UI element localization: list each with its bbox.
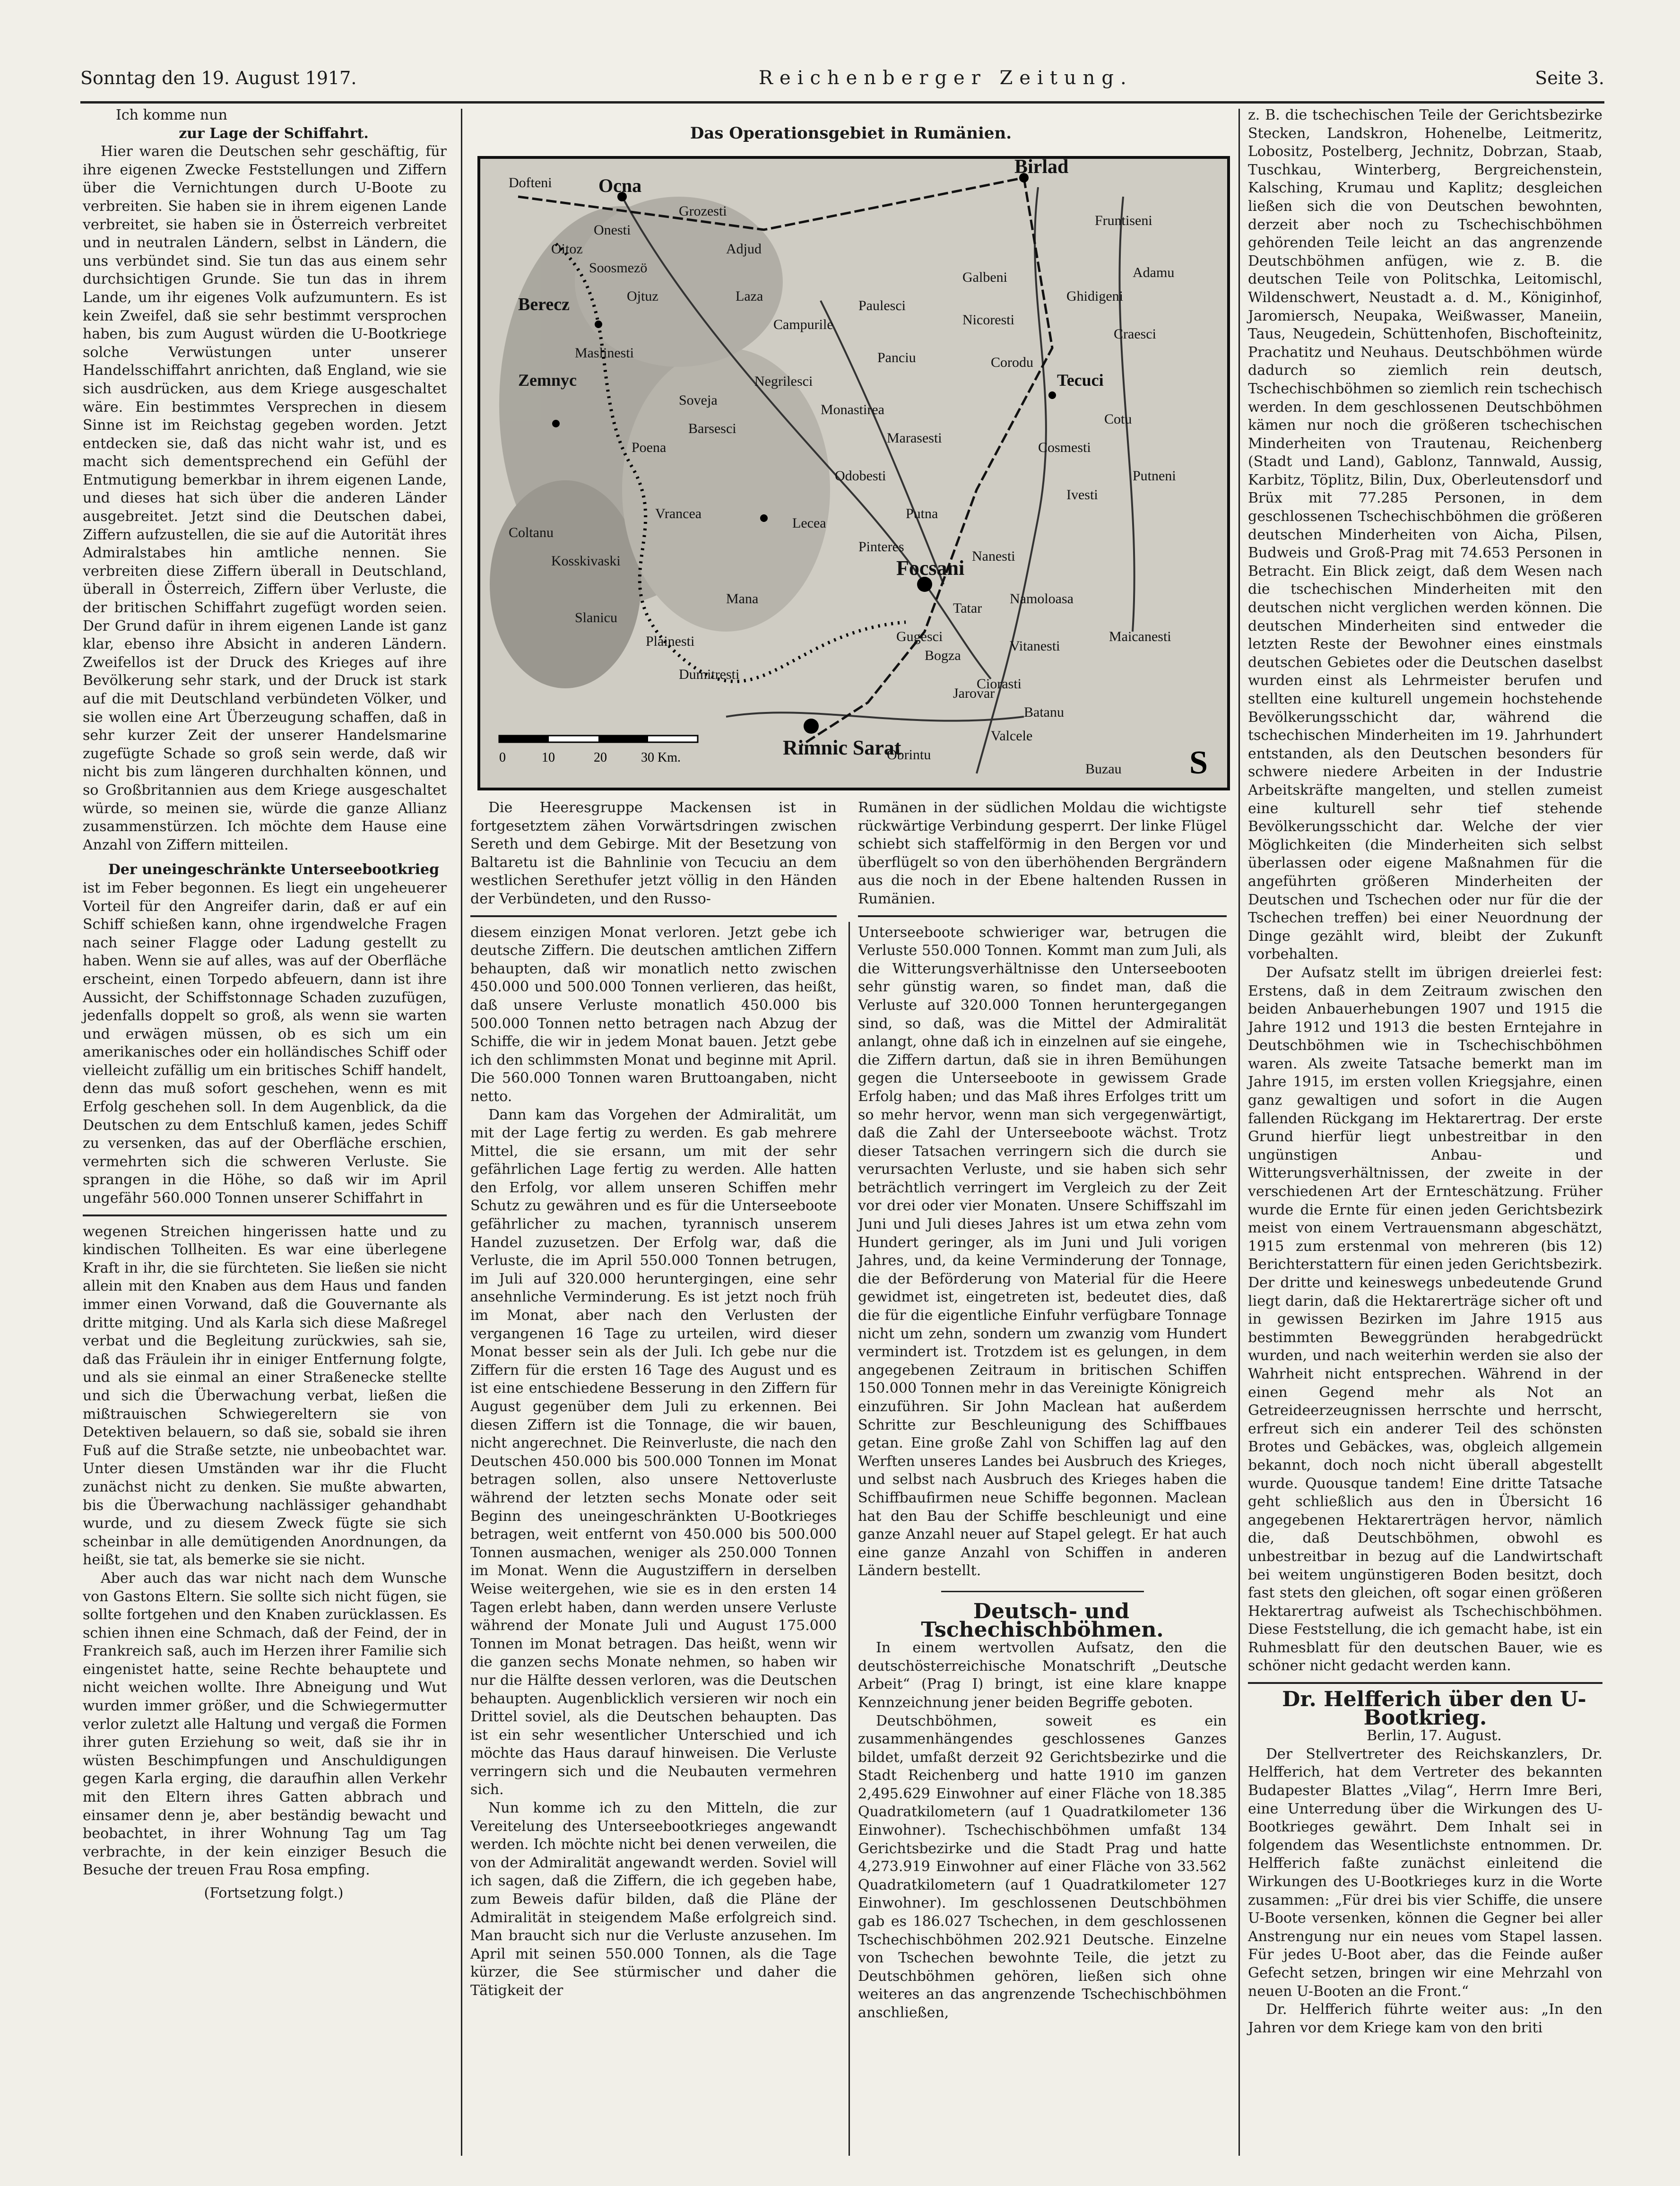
label-corodu: Corodu xyxy=(991,355,1033,370)
newspaper-title: Reichenberger Zeitung. xyxy=(758,67,1133,89)
map-title: Das Operationsgebiet in Rumänien. xyxy=(690,124,1012,143)
page-number: Seite 3. xyxy=(1535,68,1604,88)
label-birlad: Birlad xyxy=(1014,159,1069,178)
map-romania-operations xyxy=(477,156,1230,790)
paragraph: Dr. Helfferich führte weiter aus: „In den Jahren vor dem Kriege kam von den briti xyxy=(1248,2001,1602,2036)
paragraph: Ich komme nun xyxy=(116,107,227,123)
label-ocna: Ocna xyxy=(598,175,642,196)
label-barsesci: Barsesci xyxy=(688,421,736,436)
label-nicoresti: Nicoresti xyxy=(962,312,1014,328)
label-cotu: Cotu xyxy=(1104,411,1132,427)
paragraph: Dann kam das Vorgehen der Admiralität, um mit der Lage fertig zu werden. Es gab mehrere Mittel, die sie ersann, um mit der sehr gefährlichen Lage fertig zu werden. Alle hatten den Erfolg, vor allem unseren Schiffen mehr Schutz zu gewähren und es für die Unterseeboote gefährlicher zu machen, tyrannisch unserem Handel zuzusetzen. Der Erfolg war, daß die Verluste, die im April 550.000 Tonnen betrugen, im Juli auf 320.000 heruntergingen, eine sehr ansehnliche Verminderung. Es ist jetzt noch früh im Monat, aber nach den Verlusten der vergangenen 16 Tage zu urteilen, wird dieser Monat besser sein als der Juli. Ich gebe nur die Ziffern für die ersten 16 Tage des August und es ist eine entschiedene Besserung in den Ziffern für August gegenüber dem Juli zu erkennen. Bei diesen Ziffern ist die Tonnage, die wir bauen, nicht angerechnet. Die Reinverluste, die nach den Deutschen 450.000 bis 500.000 Tonnen im Monat betragen sollen, also unsere Nettoverluste während der letzten sechs Monate oder seit Beginn des uneingeschränkten U-Bootkrieges betragen, weit entfernt von 450.000 bis 500.000 Tonnen ausmachen, weniger als 250.000 Tonnen im Monat. Wenn die Augustziffern in derselben Weise weitergehen, wie sie es in den ersten 14 Tagen erlebt haben, dann werden unsere Verluste während der Monate Juli und August 175.000 Tonnen im Monat betragen. Das heißt, wenn wir die ganzen sechs Monate nehmen, so haben wir nur die Hälfte dessen verloren, was die Deutschen behaupten. Augenblicklich versieren wir noch ein Drittel soviel, als die Deutschen behaupten. Das ist ein sehr wesentlicher Unterschied und ich möchte das Haus darauf hinweisen. Die Verluste verringern sich und die Neubauten vermehren sich. xyxy=(470,1106,837,1798)
label-vrancea: Vrancea xyxy=(655,506,702,521)
article-divider xyxy=(470,915,837,917)
label-jarovar: Jarovar xyxy=(953,685,995,701)
scale-tick: 0 xyxy=(499,750,506,765)
label-galbeni: Galbeni xyxy=(962,269,1007,285)
paragraph: ist im Feber begonnen. Es liegt ein ungeheuerer Vorteil für den Angreifer darin, daß er auf ein Schiff schießen kann, ohne irgendwelche Fragen nach seiner Flagge oder Ladung gestellt zu haben. Wenn sie auf alles, was auf der Oberfläche erscheint, einen Torpedo abfeuern, dann ist ihre Aussicht, der Schiffstonnage Schaden zuzufügen, jedenfalls doppelt so groß, als wenn sie warten und erwägen müssen, ob es sich um ein amerikanisches oder ein holländisches Schiff oder vielleicht zufällig um ein britisches Schiff handelt, denn das muß sofort geschehen, wenn es mit Erfolg geschehen soll. In dem Augenblick, da die Deutschen zu dem Entschluß kamen, jedes Schiff zu versenken, das auf der Oberfläche erschien, vermehrten sich die schweren Verluste. Sie sprangen in die Höhe, so daß wir im April ungefähr 560.000 Tonnen unserer Schiffahrt in xyxy=(83,879,447,1207)
label-focsani: Focsani xyxy=(896,556,965,580)
paragraph: Der Stellvertreter des Reichskanzlers, Dr. Helfferich, hat dem Vertreter des bekannten Budapester Blattes „Vilag“, Herrn Imre Beri, eine Unterredung über die Wirkungen des U-Bootkrieges gewährt. Dem Inhalt sei in folgendem das Wesentlichste entnommen. Dr. Helfferich faßte zunächst einleitend die Wirkungen des U-Bootkrieges kurz in die Worte zusammen: „Für drei bis vier Schiffe, die unsere U-Boote versenken, können die Gegner bei aller Anstrengung nur ein neues vom Stapel lassen. Für jedes U-Boot aber, das die Feinde außer Gefecht setzen, bringen wir eine Mehrzahl von neuen U-Booten an die Front.“ xyxy=(1248,1745,1602,2000)
scale-tick: 30 Km. xyxy=(641,750,681,765)
paragraph: Unterseeboote schwieriger war, betrugen die Verluste 550.000 Tonnen. Kommt man zum Juli, als die Witterungsverhältnisse den Unterseebooten sehr günstig waren, so findet man, daß die Verluste auf 320.000 Tonnen heruntergegangen sind, so daß, was die Mittel der Admiralität anlangt, ohne daß ich in einzelnen auf sie eingehe, die Ziffern dartun, daß sie in ihren Bemühungen gegen die Unterseeboote in gewissem Grade Erfolg haben; und das Maß ihres Erfolges tritt um so mehr hervor, wenn man sich vergegenwärtigt, daß die Zahl der Unterseeboote wächst. Trotz dieser Tatsachen verringern sich die durch sie verursachten Verluste, und sie haben sich sehr beträchtlich verringert im Vergleich zu der Zeit vor drei oder vier Monaten. Unsere Schiffszahl im Juni und Juli dieses Jahres ist um etwa zehn vom Hundert geringer, als im Juni und Juli vorigen Jahres, und, da keine Verminderung der Tonnage, die der Beförderung von Material für die Heere gewidmet ist, eingetreten ist, bedeutet dies, daß die für die eigentliche Einfuhr verfügbare Tonnage nicht um zehn, sondern um zwanzig vom Hundert vermindert ist. Trotzdem ist es gelungen, in dem angegebenen Zeitraum in britischen Schiffen 150.000 Tonnen mehr in das Vereinigte Königreich einzuführen. Sir John Maclean hat außerdem Schritte zur Beschleunigung des Schiffbaues getan. Eine große Zahl von Schiffen lag auf den Werften unseres Landes bei Ausbruch des Krieges, und selbst nach Ausbruch des Krieges haben die Schiffbaufirmen neue Schiffe begonnen. Maclean hat den Bau der Schiffe beschleunigt und eine ganze Anzahl neuer auf Stapel gelegt. Er hat auch eine ganze Anzahl von Schiffen in anderen Ländern bestellt. xyxy=(858,924,1227,1579)
label-craesci: Craesci xyxy=(1114,326,1156,342)
label-fruntiseni: Fruntiseni xyxy=(1095,213,1152,228)
section-heading: zur Lage der Schiffahrt. xyxy=(179,125,369,142)
label-plainesti: Plainesti xyxy=(646,633,695,649)
scale-tick: 20 xyxy=(594,750,607,765)
label-adamu: Adamu xyxy=(1133,265,1175,280)
label-paulesci: Paulesci xyxy=(858,298,906,313)
label-batanu: Batanu xyxy=(1024,704,1064,720)
label-mana: Mana xyxy=(726,591,759,607)
label-onesti: Onesti xyxy=(594,222,631,238)
label-obrintu: Obrintu xyxy=(887,747,931,763)
label-zemnyc: Zemnyc xyxy=(518,371,577,390)
serial-paragraph: wegenen Streichen hingerissen hatte und zu kindischen Tollheiten. Es war eine überlegene Kraft in ihr, die sie fürchteten. Sie ließen sie nicht allein mit den Knaben aus dem Haus und fanden immer einen Vorwand, daß die Gouvernante als dritte mitging. Und als Karla sich diese Maßregel verbat und die Begleitung zurückwies, sah sie, daß das Fräulein ihr in einiger Entfernung folgte, und als sie einmal an einer Straßenecke stellte und sich die Überwachung verbat, ließen die mißtrauischen Schwiegereltern sie von Detektiven belauern, so daß sie, sobald sie ihren Fuß auf die Straße setzte, nie unbeobachtet war. Unter diesen Umständen war ihr die Flucht zunächst nicht zu denken. Sie mußte abwarten, bis die Überwachung nachlässiger gehandhabt wurde, und zu diesem Zweck fügte sie sich scheinbar in alle demütigenden Anordnungen, da heißt, sie tat, als bemerke sie sie nicht. xyxy=(83,1223,447,1569)
continuation-note: (Fortsetzung folgt.) xyxy=(204,1885,344,1901)
label-valcele: Valcele xyxy=(991,728,1033,744)
column-2 xyxy=(470,799,837,2000)
label-panciu: Panciu xyxy=(877,350,916,365)
article-divider xyxy=(941,1591,1144,1592)
label-ivesti: Ivesti xyxy=(1066,487,1098,503)
column-1 xyxy=(83,106,447,1903)
label-dumitresti: Dumitresti xyxy=(679,667,740,682)
label-gugesci: Gugesci xyxy=(896,629,943,644)
map-graphic xyxy=(480,159,1227,788)
column-rule xyxy=(1238,109,1240,2156)
scale-tick: 10 xyxy=(542,750,555,765)
paragraph: Nun komme ich zu den Mitteln, die zur Vereitelung des Unterseebootkrieges angewandt werden. Ich möchte nicht bei denen verweilen, die von der Admiralität angewandt werden. Soviel will ich sagen, daß die Ziffern, die ich gegeben habe, zum Beweis dafür bilden, daß die Pläne der Admiralität in steigendem Maße erfolgreich sind. Man braucht sich nur die Verluste anzusehen. Im April mit seinen 550.000 Tonnen, als die Tage kürzer, die See stürmischer und daher die Tätigkeit der xyxy=(470,1800,837,1999)
article-divider xyxy=(83,1214,447,1216)
label-ojtuz: Ojtuz xyxy=(627,288,658,304)
label-cosmesti: Cosmesti xyxy=(1038,440,1091,455)
label-soosmezo: Soosmezö xyxy=(589,260,648,276)
label-laza: Laza xyxy=(736,288,763,304)
label-nanesti: Nanesti xyxy=(972,548,1015,564)
dateline: Berlin, 17. August. xyxy=(1367,1727,1502,1744)
article-title: Deutsch- und Tschechischböhmen. xyxy=(921,1599,1164,1642)
label-odobesti: Odobesti xyxy=(835,468,886,484)
label-ghidigeni: Ghidigeni xyxy=(1066,288,1123,304)
label-marasesti: Marasesti xyxy=(887,430,942,446)
label-buzau: Buzau xyxy=(1085,761,1122,777)
column-4 xyxy=(1248,106,1602,2037)
label-berecz: Berecz xyxy=(518,295,570,314)
column-rule xyxy=(461,109,462,2156)
label-putneni: Putneni xyxy=(1133,468,1176,484)
label-dofteni: Dofteni xyxy=(509,175,552,191)
label-maicanesti: Maicanesti xyxy=(1109,629,1171,644)
column-rule xyxy=(849,922,850,2156)
paragraph: z. B. die tschechischen Teile der Gerichtsbezirke Stecken, Landskron, Hohenelbe, Leitmeritz, Lobositz, Postelberg, Jechnitz, Dobrzan, Staab, Tuschkau, Winterberg, Bergreichenstein, Kalsching, Krumau und Kaplitz; desgleichen ließen sich die von Deutschen bewohnten, derzeit aber noch zu Tschechischböhmen gehörenden Teile leicht an das angrenzende Deutschböhmen anfügen, wie z. B. die deutschen Teile von Politschka, Leitomischl, Wildenschwert, Neustadt a. d. M., Königinhof, Jaromiersch, Neupaka, Weißwasser, Maneiin, Taus, Neugedein, Schüttenhofen, Bischofteinitz, Prachatitz und Neuhaus. Deutschböhmen würde dadurch so ziemlich rein deutsch, Tschechischböhmen so ziemlich rein tschechisch werden. In dem geschlossenen Deutschböhmen kämen nur noch die größeren tschechischen Minderheiten von Trautenau, Reichenberg (Stadt und Land), Gablonz, Tannwald, Aussig, Karbitz, Töplitz, Bilin, Dux, Oberleutensdorf und Brüx mit 77.285 Personen, in dem geschlossenen Tschechischböhmen die größeren deutschen Minderheiten von Aicha, Pilsen, Budweis und Groß-Prag mit 74.653 Personen in Betracht. Ein Blick zeigt, daß dem Wesen nach die tschechischen Minderheiten mit den deutschen nicht verglichen werden können. Die deutschen Minderheiten sind entweder die letzten Reste der Bewohner eines einstmals deutschen Gebietes oder die Deutschen daselbst wurden einst als Lehrmeister berufen und stellten eine kulturell ungemein hochstehende Bevölkerungsschicht dar, während die tschechischen Minderheiten im 19. Jahrhundert entstanden, als den Deutschen besonders für schwere niedere Arbeiten in der Industrie Arbeitskräfte mangelten, und stellen zumeist eine kulturell sehr tief stehende Bevölkerungsschicht dar. Welche der vier Möglichkeiten (die Minderheiten sich selbst überlassen oder eigene Maßnahmen für die angeführten größeren Minderheiten der Deutschen und Tschechen oder nur für die der Tschechen treffen) bei einer Neuordnung der Dinge gezählt wird, bleibt der Zukunft vorbehalten. xyxy=(1248,107,1602,963)
label-soveja: Soveja xyxy=(679,392,718,408)
paragraph: In einem wertvollen Aufsatz, den die deutschösterreichische Monatschrift „Deutsche Arbeit“ (Prag I) bringt, ist eine klare knappe Kennzeichnung jener beiden Begriffe geboten. xyxy=(858,1640,1227,1711)
label-kosskivaski: Kosskivaski xyxy=(551,553,621,569)
label-poena: Poena xyxy=(632,440,667,455)
label-campurile: Campurile xyxy=(773,317,833,332)
map-maker-mark: S xyxy=(1189,745,1208,781)
paragraph: Die Heeresgruppe Mackensen ist in fortgesetztem zähen Vorwärtsdringen zwischen Sereth und dem Gebirge. Mit der Besetzung von Baltaretu ist die Bahnlinie von Tecuciu an dem westlichen Serethufer jetzt völlig in den Händen der Verbündeten, und den Russo- xyxy=(470,799,837,907)
article-title: Dr. Helfferich über den U-Bootkrieg. xyxy=(1282,1687,1586,1730)
paragraph: Rumänen in der südlichen Moldau die wichtigste rückwärtige Verbindung gesperrt. Der linke Flügel schiebt sich staffelförmig in den Bergen vor und überflügelt so von den überhöhenden Bergrändern aus die noch in der Ebene haltenden Russen in Rumänien. xyxy=(858,799,1227,907)
label-coltanu: Coltanu xyxy=(509,525,554,540)
article-divider xyxy=(858,915,1227,917)
label-adjud: Adjud xyxy=(726,241,762,257)
label-negrilesci: Negrilesci xyxy=(754,373,813,389)
label-maslinesti: Maslinesti xyxy=(575,345,634,361)
label-namoloasa: Namoloasa xyxy=(1010,591,1074,607)
paragraph: Der Aufsatz stellt im übrigen dreierlei fest: Erstens, daß in dem Zeitraum zwischen den beiden Anbauerhebungen 1907 und 1915 die Jahre 1912 und 1913 die besten Erntejahre in Deutschböhmen wie in Tschechischböhmen waren. Als zweite Tatsache bemerkt man im Jahre 1915, im ersten vollen Kriegsjahre, einen ganz gewaltigen und sofort in die Augen fallenden Rückgang im Hektarertrag. Der erste Grund hierfür liegt unbestreitbar in den ungünstigen Anbau- und Witterungsverhältnissen, der zweite in der verschiedenen Art der Ernteschätzung. Früher wurde die Ernte für einen jeden Gerichtsbezirk meist von einem Vertrauensmann abgeschätzt, 1915 zum erstenmal von mehreren (bis 12) Berichterstattern für einen jeden Gerichtsbezirk. Der dritte und keineswegs unbedeutende Grund liegt darin, daß die Hektarerträge sicher oft und in gewissen Bezirken im Jahre 1915 aus bestimmten Beweggründen herabgedrückt wurden, und nach weiterhin werden sie also der Wahrheit nicht entsprechen. Während in der einen Gegend mehr als Not an Getreideerzeugnissen herrschte und herrscht, erfreut sich ein anderer Teil des schönsten Brotes und Gebäckes, was, obgleich allgemein bekannt, doch noch nicht überall abgestellt wurde. Quousque tandem! Eine dritte Tatsache geht schließlich aus den in Übersicht 16 angegebenen Hektarerträgen hervor, nämlich die, daß Deutschböhmen, obwohl es unbestreitbar in bezug auf die Landwirtschaft bei weitem ungünstigeren Boden besitzt, doch fast stets den gleichen, oft sogar einen größeren Hektarertrag aufweist als Tschechischböhmen. Diese Feststellung, die ich gemacht habe, ist ein Ruhmesblatt für den deutschen Bauer, wie es schöner nicht gedacht werden kann. xyxy=(1248,964,1602,1674)
article-divider xyxy=(1248,1682,1602,1684)
label-grozesti: Grozesti xyxy=(679,203,727,219)
column-3 xyxy=(858,799,1227,2022)
paragraph: Deutschböhmen, soweit es ein zusammenhängendes geschlossenes Ganzes bildet, umfaßt derzeit 92 Gerichtsbezirke und die Stadt Reichenberg und hatte 1910 im ganzen 2,495.629 Einwohner auf einer Fläche von 18.385 Quadratkilometern (auf 1 Quadratkilometer 136 Einwohner). Tschechischböhmen umfaßt 134 Gerichtsbezirke und die Stadt Prag und hatte 4,273.919 Einwohner auf einer Fläche von 33.562 Quadratkilometern (auf 1 Quadratkilometer 127 Einwohner). Im geschlossenen Deutschböhmen gab es 186.027 Tschechen, in dem geschlossenen Tschechischböhmen 202.921 Deutsche. Einzelne von Tschechen bewohnte Teile, die jetzt zu Deutschböhmen gehören, ließen sich ohne weiteres an das angrenzende Tschechischböhmen anschließen, xyxy=(858,1712,1227,2021)
label-oitoz: Oitoz xyxy=(551,241,583,257)
label-tecuci: Tecuci xyxy=(1057,371,1104,390)
label-bogza: Bogza xyxy=(925,648,961,663)
serial-paragraph: Aber auch das war nicht nach dem Wunsche von Gastons Eltern. Sie sollte sich nicht fügen, sie sollte fortgehen und den Knaben zurücklassen. Es schien ihnen eine Schmach, daß der Feind, der in Frankreich saß, auch im Herzen ihrer Familie sich eingenistet hatte, seine Rechte behauptete und nicht weichen wollte. Ihre Abneigung und Wut wurden immer größer, und die Schwiegermutter verlor zuletzt alle Haltung und vergaß die Formen ihrer guten Erziehung so weit, daß sie ihr in wüsten Beschimpfungen und Anschuldigungen gegen Karla erging, die daraufhin allen Verkehr mit den Eltern ihres Gatten abbrach und einsamer denn je, aber beständig bewacht und beobachtet, in ihrer Wohnung Tag um Tag verbrachte, in der kein einziger Besuch die Besuche der treuen Frau Rosa empfing. xyxy=(83,1570,447,1879)
label-ciorasti: Ciorasti xyxy=(977,676,1022,692)
issue-date: Sonntag den 19. August 1917. xyxy=(80,68,357,88)
section-heading: Der uneingeschränkte Unterseebootkrieg xyxy=(108,861,440,878)
label-tatar: Tatar xyxy=(953,600,982,616)
label-lecea: Lecea xyxy=(792,515,826,531)
label-putna: Putna xyxy=(906,506,938,521)
label-vitanesti: Vitanesti xyxy=(1010,638,1060,654)
paragraph: Hier waren die Deutschen sehr geschäftig, für ihre eigenen Zwecke Feststellungen und Ziffern über die Vernichtungen durch U-Boote zu verbreiten. Sie haben sie in ihrem eigenen Lande verbreitet, sie haben sie in Österreich verbreitet und in neutralen Ländern, selbst in Ländern, die uns verbündet sind. Sie tun das aus einem sehr durchsichtigen Grunde. Sie tun das in ihrem Lande, um ihr eigenes Volk aufzumuntern. Es ist kein Zweifel, daß sie sehr bestimmt versprochen haben, bis zum August würden die U-Bootkriege solche Verwüstungen unter unserer Handelsschiffahrt anrichten, daß England, wie sie sich ausdrücken, aus dem Kriege ausgeschaltet wäre. Ein bestimmtes Versprechen in diesem Sinne ist im Reichstag gegeben worden. Jetzt entdecken sie, daß das nicht wahr ist, und es macht sich dementsprechend ein Gefühl der Entmutigung bemerkbar in ihrem eigenen Lande, und dieses hat sich über die anderen Länder ausgebreitet. Jetzt sind die Deutschen dabei, Ziffern aufzustellen, die sie auf die Autorität ihres Admiralstabes hin amtliche nennen. Sie verbreiten diese Ziffern überall in Deutschland, überall in Österreich, Ziffern über Verluste, die der britischen Schiffahrt zugefügt worden seien. Der Grund dafür in ihrem eigenen Lande ist ganz klar, ebenso ihre Absicht in anderen Ländern. Zweifellos ist der Druck des Krieges auf ihre Bevölkerung sehr stark, und der Druck ist stark auf die mit Deutschland verbündeten Völker, und sie wollen eine Art Überzeugung schaffen, daß in sehr kurzer Zeit der unserer Handelsmarine zugefügte Schade so groß sein werde, daß wir nicht bis zum längeren durchhalten können, und so Großbritannien aus dem Kriege ausgeschaltet würde, so meinen sie, würde die ganze Allianz zusammenstürzen. Ich möchte dem Hause eine Anzahl von Ziffern mitteilen. xyxy=(83,143,447,853)
label-slanicu: Slanicu xyxy=(575,610,617,625)
label-rimnic-sarat: Rimnic Sarat xyxy=(783,736,901,759)
paragraph: diesem einzigen Monat verloren. Jetzt gebe ich deutsche Ziffern. Die deutschen amtlichen Ziffern behaupten, daß wir monatlich netto zwischen 450.000 und 500.000 Tonnen verlieren, das heißt, daß unsere Verluste monatlich 450.000 bis 500.000 Tonnen netto betragen nach Abzug der Schiffe, die wir in jedem Monat bauen. Jetzt gebe ich den schlimmsten Monat und beginne mit April. Die 560.000 Tonnen waren Bruttoangaben, nicht netto. xyxy=(470,924,837,1105)
masthead xyxy=(80,61,1604,104)
label-monastirea: Monastirea xyxy=(821,402,884,417)
label-pinteres: Pinteres xyxy=(858,539,904,555)
